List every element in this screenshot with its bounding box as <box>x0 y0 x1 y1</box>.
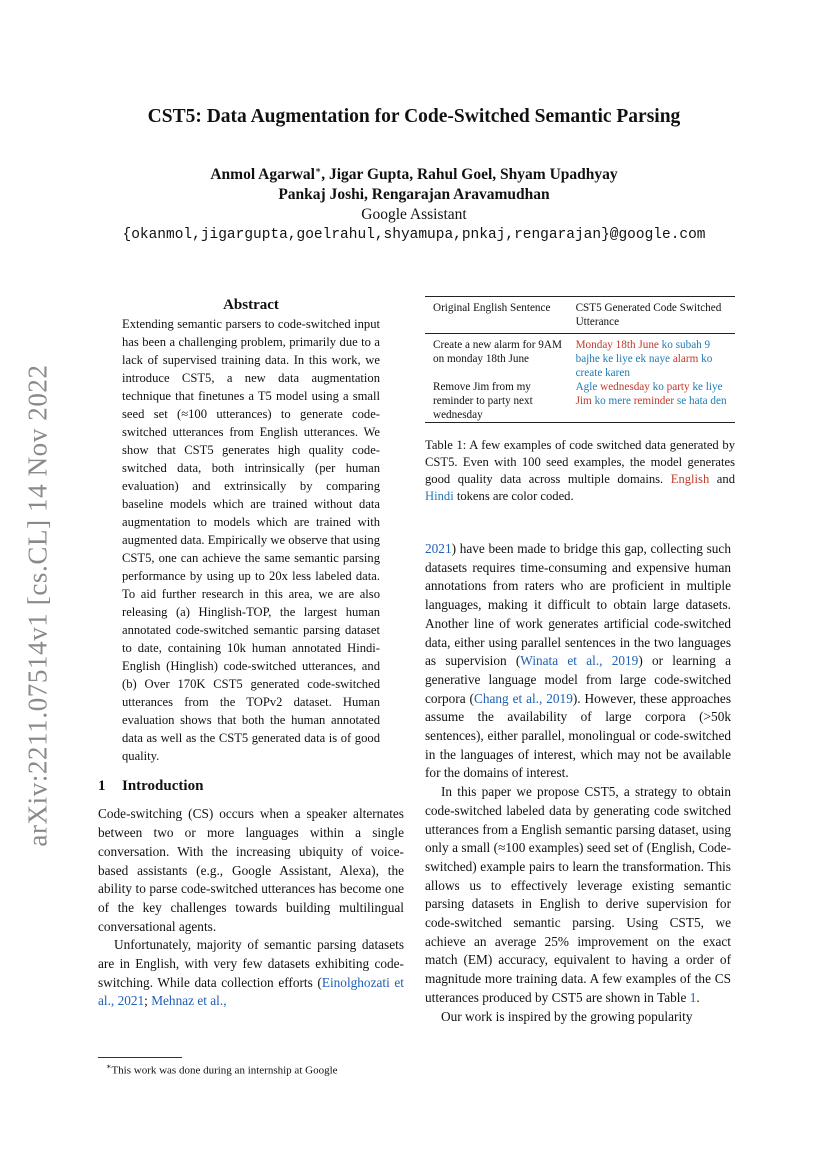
author-first: Anmol Agarwal <box>210 166 315 184</box>
footnote-mark: ∗ <box>314 165 322 175</box>
citation-link[interactable]: Winata et al., 2019 <box>520 653 639 669</box>
table-1 <box>425 296 735 505</box>
table-row <box>425 334 735 381</box>
hindi-token: ko subah 9 bajhe ke liye ek naye <box>575 339 711 365</box>
text-run: ). However, these approaches assume the availability of large corpora (>50k sentences), either parallel, monolingual or code-switched in the languages of interest, which may not be available for the domains of interest. <box>425 690 732 781</box>
text-run: In this paper we propose CST5, a strategy to obtain code-switched labeled data by generating code switched utterances from a English semantic parsing dataset, using only a small (≈100 examples) seed set of (English, Code-switched) example pairs to learn the transformation. This allows us to effectively leverage existing semantic parsing datasets in English to derive supervision for code-switched semantic parsing. Using CST5, we achieve an average 25% improvement on the exact match (EM) accuracy, equivalent to having a order of magnitude more training data. A few examples of the CS utterances produced by CST5 are shown in Table <box>425 784 731 1005</box>
table-ref-link[interactable]: 1 <box>689 989 697 1005</box>
hindi-token: se hata den <box>674 395 727 407</box>
citation-link[interactable]: Einolghozati et al., 2021 <box>98 974 404 1009</box>
english-token: Monday 18th June <box>575 339 659 351</box>
paper-title: CST5: Data Augmentation for Code-Switched Semantic Parsing <box>147 106 681 127</box>
cell-code-switched <box>568 380 735 423</box>
footnote <box>106 1062 406 1077</box>
citation-link[interactable]: Chang et al., 2019 <box>473 690 573 706</box>
abstract-text: Extending semantic parsers to code-switched input has been a challenging problem, primarily due to a lack of supervised training data. In this work, we introduce CST5, a new data augmentation technique that finetunes a T5 model using a small seed set (≈100 utterances) to generate code-switched utterances from English utterances. We show that CST5 generates high quality code-switched data, both intrinsically (per human evaluation) and extrinsically by comparing baseline models which are trained without data augmentation to models which are trained with augmented data. Empirically we observe that using CST5, one can achieve the same semantic parsing performance by using up to 20x less labeled data. To aid further research in this area, we are also releasing (a) Hinglish-TOP, the largest human annotated code-switched semantic parsing dataset to date, containing 10k human annotated Hindi-English (Hinglish) code-switched utterances, and (b) Over 170K CST5 generated code-switched utterances from the TOPv2 dataset. Human evaluation shows that both the human annotated data as well as the CST5 generated data is of good quality. <box>122 316 380 763</box>
text-run: ; <box>144 993 152 1009</box>
section-heading-introduction <box>98 777 404 796</box>
hindi-token: ko mere <box>591 395 634 407</box>
intro-paragraph-2 <box>98 936 404 1011</box>
author-rest: , Jigar Gupta, Rahul Goel, Shyam Upadhyay <box>321 166 618 184</box>
author-block <box>0 160 828 245</box>
caption-text: Table 1: A few examples of code switched data generated by CST5. Even with 100 seed examples, the model generates good quality data across multiple domains. <box>425 438 735 486</box>
intro-paragraph-4: Our work is inspired by the growing popularity <box>441 1008 693 1024</box>
cell-code-switched <box>568 334 735 381</box>
right-column <box>425 540 731 1026</box>
citation-link[interactable]: 2021 <box>425 541 452 556</box>
section-title: Introduction <box>122 777 204 794</box>
author-emails: {okanmol,jigargupta,goelrahul,shyamupa,pnkaj,rengarajan}@google.com <box>122 227 706 244</box>
table-caption <box>425 437 735 505</box>
text-run: ) have been made to bridge this gap, collecting such datasets requires time-consuming and expensive human annotations from raters who are proficient in multiple languages, making it difficult to obtain large datasets. Another line of work generates artificial code-switched data, either using parallel sentences in the two languages as supervision ( <box>425 541 731 669</box>
table-body <box>425 334 735 423</box>
text-run: ) or learning a generative language model from large code-switched corpora ( <box>425 653 731 706</box>
english-token: reminder <box>633 395 675 407</box>
left-column <box>98 296 404 1011</box>
english-token: alarm <box>672 353 699 365</box>
text-run: Unfortunately, majority of semantic parsing datasets are in English, with very few datasets exhibiting code-switching. While data collection efforts ( <box>98 937 404 990</box>
cell-english: Remove Jim from my reminder to party next wednesday <box>433 381 533 421</box>
intro-paragraph-1: Code-switching (CS) occurs when a speaker alternates between two or more languages within a single conversation. With the increasing ubiquity of voice-based assistants (e.g., Google Assistant, Alexa), the ability to parse code-switched utterances has become one of the key challenges towards building multilingual conversational agents. <box>98 806 404 934</box>
author-line-2: Pankaj Joshi, Rengarajan Aravamudhan <box>278 186 550 204</box>
citation-link[interactable]: Mehnaz et al., <box>151 993 227 1009</box>
hindi-token: ke liye <box>689 381 723 393</box>
caption-text: tokens are color coded. <box>453 489 574 503</box>
arxiv-watermark <box>18 360 58 850</box>
table-header-row <box>425 297 735 334</box>
hindi-token: Agle <box>575 381 601 393</box>
caption-english-label: English <box>670 472 710 486</box>
affiliation: Google Assistant <box>361 206 467 224</box>
table-row <box>425 380 735 423</box>
text-run: . <box>696 989 700 1005</box>
intro-paragraph-3 <box>425 783 731 1007</box>
cell-english: Create a new alarm for 9AM on monday 18th June <box>433 339 562 365</box>
examples-table <box>425 296 735 423</box>
footnote-rule <box>98 1057 182 1058</box>
section-number: 1 <box>98 777 106 794</box>
abstract-heading: Abstract <box>223 297 279 313</box>
english-token: wednesday <box>600 381 650 393</box>
intro-paragraph-2-cont <box>425 540 731 783</box>
caption-hindi-label: Hindi <box>425 489 454 503</box>
footnote-text: This work was done during an internship at Google <box>111 1064 338 1077</box>
caption-text: and <box>709 472 735 486</box>
arxiv-id: arXiv:2211.07514v1 [cs.CL] 14 Nov 2022 <box>22 363 53 847</box>
footnote-mark: ∗ <box>106 1062 112 1071</box>
english-token: Jim <box>575 395 592 407</box>
author-line-1 <box>0 160 828 185</box>
hindi-token: ko create karen <box>575 353 713 379</box>
table-header-english: Original English Sentence <box>433 302 551 314</box>
table-header-cs: CST5 Generated Code Switched Utterance <box>575 302 722 328</box>
english-token: party <box>666 381 690 393</box>
hindi-token: ko <box>649 381 667 393</box>
